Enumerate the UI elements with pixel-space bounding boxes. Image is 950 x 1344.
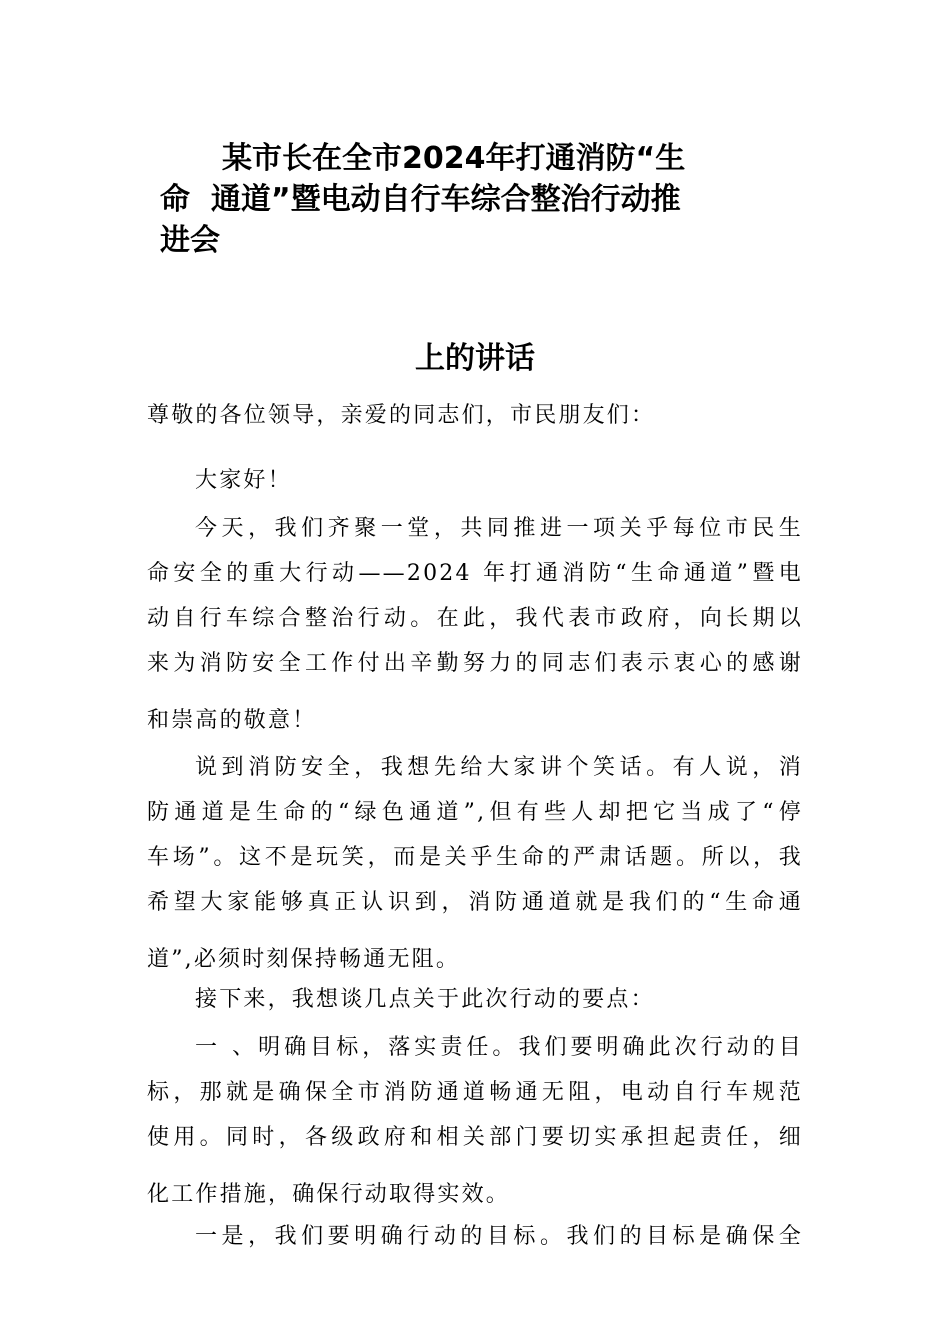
- salutation: [147, 393, 803, 438]
- greeting-text: 大家好！: [195, 468, 292, 493]
- title-line-3: 进会: [160, 223, 220, 258]
- paragraph-line: 防通道是生命的“绿色通道”,但有些人却把它当成了“停: [147, 800, 803, 825]
- paragraph-line: 车场”。这不是玩笑，而是关乎生命的严肃话题。所以，我: [147, 845, 803, 870]
- paragraph-line: 来为消防安全工作付出辛勤努力的同志们表示衷心的感谢: [147, 651, 803, 676]
- paragraph-line: 说到消防安全，我想先给大家讲个笑话。有人说，消: [195, 755, 803, 780]
- paragraph-line: 和崇高的敬意！: [147, 708, 317, 733]
- paragraph-line: 一是，我们要明确行动的目标。我们的目标是确保全: [195, 1224, 803, 1249]
- paragraph-5: [147, 1214, 803, 1259]
- paragraph-line: 今天，我们齐聚一堂，共同推进一项关乎每位市民生: [195, 516, 803, 541]
- paragraph-4: [147, 1025, 803, 1217]
- title-line-2: 命 通道”暨电动自行车综合整治行动推: [160, 182, 681, 217]
- paragraph-line: 动自行车综合整治行动。在此，我代表市政府，向长期以: [147, 606, 803, 631]
- title-line-1: 某市长在全市2024年打通消防“生: [222, 141, 686, 176]
- paragraph-line: 希望大家能够真正认识到，消防通道就是我们的“生命通: [147, 890, 803, 915]
- paragraph-1: [147, 506, 803, 743]
- document-title: [160, 138, 800, 261]
- salutation-text: 尊敬的各位领导，亲爱的同志们，市民朋友们：: [147, 403, 656, 428]
- paragraph-line: 接下来，我想谈几点关于此次行动的要点：: [195, 987, 655, 1012]
- paragraph-line: 一 、明确目标，落实责任。我们要明确此次行动的目: [195, 1035, 803, 1060]
- paragraph-line: 道”,必须时刻保持畅通无阻。: [147, 947, 461, 972]
- paragraph-line: 标，那就是确保全市消防通道畅通无阻，电动自行车规范: [147, 1080, 803, 1105]
- paragraph-line: 命安全的重大行动——2024 年打通消防“生命通道”暨电: [147, 561, 803, 586]
- paragraph-3: [147, 977, 803, 1022]
- paragraph-2: [147, 745, 803, 982]
- paragraph-line: 使用。同时，各级政府和相关部门要切实承担起责任，细: [147, 1125, 803, 1150]
- paragraph-line: 化工作措施，确保行动取得实效。: [147, 1182, 511, 1207]
- greeting: [147, 458, 803, 503]
- document-subtitle: 上的讲话: [415, 341, 535, 376]
